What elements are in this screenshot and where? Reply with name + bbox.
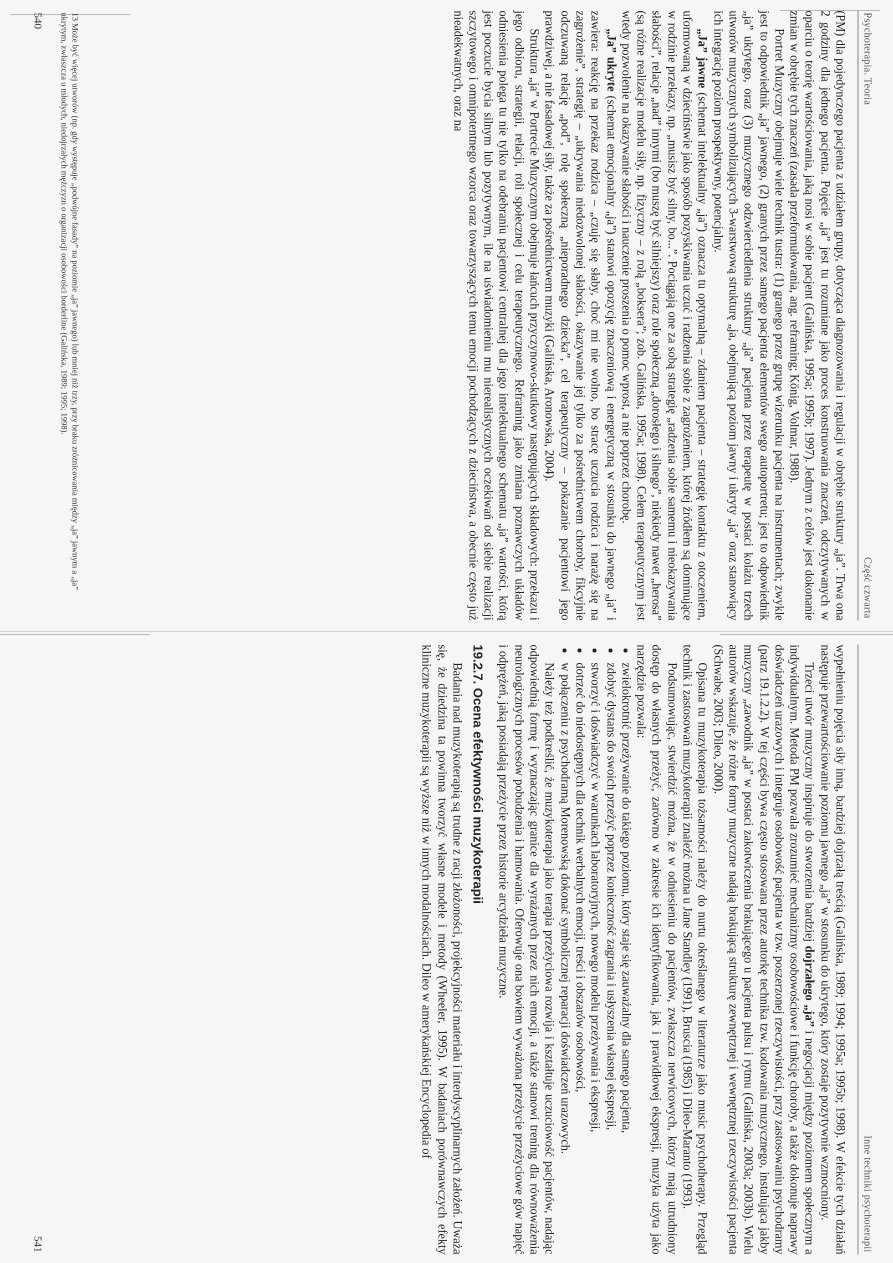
term-jawne: „Ja” jawne (695, 28, 710, 89)
page-number: 541 (31, 1236, 44, 1253)
running-header (858, 11, 873, 621)
page-540-content (20, 11, 873, 621)
list-item: • stworzyć i doświadczyć w warunkach laboratoryjnych, nowego modelu przeżywania i ekspresji, (587, 663, 602, 1255)
header-right: Część czwarta (861, 557, 873, 619)
crop-mark (720, 634, 893, 635)
paragraph: Należy też podkreślić, że muzykoterapia jako terapia przeżyciowa rozwija i kształtuje uczuciowość pacjentów, nadając odpowiednią formę i wyznaczając granice dla wyrażanych przez nich emocji, a także stanowi trening dla równoważenia neurologicznych procesów pobudzenia i hamowania. Oferowuje ona bowiem wyważona przeżycie przeżyciowe gów napięć i odprężeń, jaką posiadają przeżycie przez historie arcydzieła muzyczne. (496, 644, 557, 1255)
header-left: Inne techniki psychoterapii (861, 1135, 873, 1253)
page-541 (0, 637, 893, 1262)
term-ukryte: „Ja” ukryte (604, 28, 619, 92)
paragraph (542, 11, 618, 621)
term-dojrzale: dojrzałego „ja” (802, 945, 817, 1027)
bullet-list (557, 645, 633, 1255)
paragraph: wypełnieniu pojęcia siły inną, bardziej dojrzałą treścią (Galińska, 1989; 1994; 1995a; 1995b; 1998). W efekcie tych działań następuje przewartościowanie poziomu jawnego „ja” w stosunku do ukrytego, który zostaje pozytywnie wzmocniony. (818, 644, 848, 1255)
paragraph (618, 11, 710, 621)
paragraph: Podsumowując, stwierdzić można, że w odniesieniu do pacjentów, zwłaszcza nerwicowych, którzy mają utrudniony dostęp do własnych przeżyć, zarówno w zakresie ich identyfikowania, jak i prawidłowej ekspresji, muzyka użyta jako narzędzie pozwala: (634, 644, 680, 1255)
page-number: 540 (31, 12, 44, 29)
paragraph-text: (schemat emocjonalny „ja”) stanowi opozycję znaczeniową i energetyczną w stosunku do jawnego „ja” i zawiera: reakcję na przekaz rodzica – „czuję się słaby, choć mi nie wolno, bo stracę uczucia rodzica i narażę się na zagrożenie”, strategię – „ukrywania niedozwolonej słabości, okazywanie jej tylko za pośrednictwem choroby, fikcyjnie odczuwaną relację „pod”, rolę społeczną „nieporadnego dziecka”, cel terapeutyczny – pokazanie pacjentowi jego prawdziwej, a nie fasadowej siły, także za pośrednictwem muzyki (Galińska, Aronowska, 2004). (542, 10, 619, 621)
list-item: • zdobyć dystans do swoich przeżyć poprzez konieczność zagrania i usłyszenia własnej ekspresji, (603, 663, 618, 1255)
paragraph: Struktura „ja” w Portrecie Muzycznym obejmuje łańcuch przyczynowo-skutkowy następujących składowych: przekazu i jego odbioru, strategii, relacji, roli społecznej i celu terapeutycznego. Reframing jako zmiana poznawczych układów odniesienia polega tu nie tylko na odebraniu pacjentowi centralnej dla jego intelektualnego schematu „ja” wartości, którą jest poczucie bycia silnym lub pozytywnym, ile na uświadomieniu mu nierealistycznych oczekiwań od siebie realizacji szczytowego i omnipotentnego wzorca oraz towarzyszących temu emocji pochodzących z dzieciństwa, a obecnie często już nieadekwatnych, oraz na (451, 10, 542, 621)
running-header (858, 645, 873, 1255)
paragraph: (PM) dla pojedynczego pacjenta z udziałem grupy, dotycząca diagnozowania i regulacji w obrębie struktury „ja”. Trwa ona 2 godziny dla jednego pacjenta. Pojęcie „ja” jest tu rozumiane jako proces konstruowania znaczeń, odczytywanych w oparciu o teorię wartościowania, jaką nosi w sobie pacjent (Galińska, 1995a; 1995b; 1997). Jednym z celów jest dokonanie zmian w obrębie tych znaczeń (zasada przeformułowania, ang. reframing; König, Volmar, 1988). (787, 10, 848, 621)
header-left: Psychoterapia. Teoria (861, 12, 873, 106)
paragraph (710, 645, 817, 1255)
list-item: • zwielokrotnić przeżywanie do takiego poziomu, który staje się zauważalny dla samego pacjenta, (618, 663, 633, 1255)
paragraph: Opisana tu muzykoterapia tożsamości należy do nurtu określanego w literaturze jako music psychotherapy. Przegląd technik i zastosowań muzykoterapii znaleźć można u Jane Standley (1991), Bruscia (1985) i Dileo-Maranto (1993). (680, 644, 710, 1255)
body-text (418, 645, 847, 1255)
page-fold (0, 631, 893, 632)
section-heading: 19.2.7. Ocena efektywności muzykoterapii (470, 644, 486, 904)
body-text (450, 11, 848, 621)
paragraph-text: Trzeci utwór muzyczny inspiruje do stworzenia bardziej (802, 662, 817, 946)
crop-mark (0, 634, 150, 635)
paragraph-text: i negocjacji między poziomem społecznym a indywidualnym. Metoda PM pozwala zrozumieć mechanizmy osobowościowe i funkcję choroby, a także dokonuje naprawy doświadczeń urazowych i integruje osobowość pacjenta w tzw. poszerzonej rzeczywistości, przy zastosowaniu psychodramy (patrz 19.1.2.2). W tej części bywa często stosowana przez autorkę technika tzw. kodowania muzycznego, instalująca jakby muzyczny „zawodnik „ja” w postaci zakotwiczenia brakującego u pacjenta pulsu i rytmu (Galińska, 2003a; 2003b). Wielu autorów wskazuje, że różne formy muzyczne nadają brakującą strukturę zewnętrznej i wewnętrznej rzeczywistości pacjenta (Schwabe, 2003; Dileo, 2000). (711, 644, 817, 1255)
paragraph: Portret Muzyczny obejmuje wiele technik tustra: (1) granego przez grupę wizerunku pacjenta na instrumentach; zwykle jest to odpowiednik „ja” jawnego, (2) granych przez samego pacjenta elementów swego autoportretu; jest to odpowiednik „ja” ukrytego, oraz (3) muzycznego odzwierciedlenia struktury „ja” pacjenta przez terapeutę w postaci kolażu trzech utworów muzycznych symbolizujących 3-warstwową strukturę „ja, obejmującą poziom jawny i ukryty „ja” oraz stanowiący ich integrację poziom prospektywny, potencjalny. (711, 10, 787, 621)
page-541-content (20, 645, 873, 1255)
paragraph: Badania nad muzykoterapią są trudne z racji złożoności, projekcyjności materiału i interdyscyplinarnych założeń. Uważa się, że dziedzina ta powinna tworzyć własne modele i metody (Wheeler, 1995). W badaniach porównawczych efekty kliniczne muzykoterapii są wyższe niż w innych modalnościach. Dileo w amerykańskiej Encyclopedia of (419, 644, 465, 1255)
paragraph-text: (schemat intelektualny „ja”) oznacza tu optymalną – zdaniem pacjenta – strategię kontaktu z otoczeniem, uformowaną w dzieciństwie jako sposób pozyskiwania uczuć i radzenia sobie z zagrożeniem, której źródłem są dominujące w rodzinie przekazy, np. „musisz być silny, bo...”. Pociągają one za sobą strategię „radzenia sobie samemu i nieokazywania słabości”, relacje „nad” innymi (bo muszę być silniejszy) oraz role społeczną „dorosłego i silnego”, niekiedy nawet „herosa” (są różne realizacje modelu siły, np. fizyczny – z rolą „boksera”; zob. Galińska, 1995a; 1998). Celem terapeutycznym jest wtedy pozwolenie na okazywanie słabości i nauczenie proszenia o pomoc wprost, a nie poprzez chorobę. (619, 10, 710, 621)
list-item: • w połączeniu z psychodramą Morenowską dokonać symbolicznej reparacji doświadczeń urazowych. (557, 663, 572, 1255)
list-item: • dotrzeć do niedostępnych dla technik werbalnych emocji, treści i obszarów osobowości, (572, 663, 587, 1255)
page-540 (0, 3, 893, 628)
footnote: 13 Może być więcej utworów (np. gdy występuje „podwójne fasady” na poziomie „ja” jawnego) lub mniej niż trzy, przy braku zróżnicowania między „ja” jawnym a „ja” ukrytym, zwłaszcza u młodych, niedojrzałych mężczyzn o organizacji osobowości borderline (Galińska, 1989; 1995; 1998). (60, 12, 81, 590)
